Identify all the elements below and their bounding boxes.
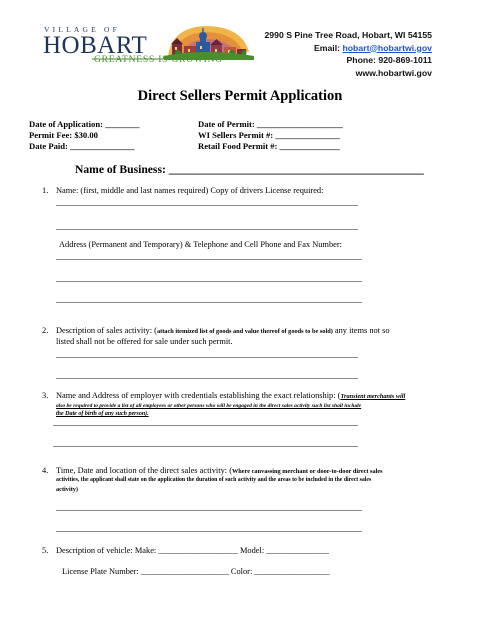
q1-address-text: Address (Permanent and Temporary) & Telephone and Cell Phone and Fax Number: xyxy=(59,240,342,249)
q2-small-note: attach itemized list of goods and value thereof of goods to be sold) xyxy=(156,328,333,335)
contact-email-label: Email: xyxy=(313,42,341,53)
q1-address-line-3[interactable] xyxy=(56,302,362,303)
q4-small-note-3: activity) xyxy=(56,486,79,493)
logo-tagline: GREATNESS IS GROWING xyxy=(94,55,223,65)
q1-address-line-2[interactable] xyxy=(56,281,362,282)
q3-answer-line-2[interactable] xyxy=(53,446,358,447)
q5-vehicle-field[interactable]: Description of vehicle: Make: ___________________ Model: _______________ xyxy=(56,546,330,555)
q3-answer-line-1[interactable] xyxy=(53,425,358,426)
q4-answer-line-1[interactable] xyxy=(56,510,362,511)
q2-tail: any items not so xyxy=(332,326,390,335)
q3-italic-note-2: also be required to provide a list of all employees or other persons who will be engaged in the direct sales activity such list shall include xyxy=(56,403,362,409)
q1-address-line-1[interactable] xyxy=(56,259,362,260)
q2-number: 2. xyxy=(42,326,49,335)
q1-text: Name: (first, middle and last names required) Copy of drivers License required: xyxy=(56,186,324,195)
q3-lead: Name and Address of employer with credentials establishing the exact relationship: ( xyxy=(56,391,341,400)
logo-hobart-text: HOBART xyxy=(43,32,148,59)
q2-text-line-2: listed shall not be offered for sale under such permit. xyxy=(56,337,233,346)
page-title: Direct Sellers Permit Application xyxy=(137,88,343,104)
business-name-field[interactable]: Name of Business: ____________________________________________ xyxy=(75,163,424,176)
q2-answer-line-2[interactable] xyxy=(56,378,358,379)
contact-email-row xyxy=(264,42,432,55)
info-left-column xyxy=(29,119,140,151)
q4-number: 4. xyxy=(42,466,49,475)
q3-text xyxy=(56,391,466,403)
date-of-application-field[interactable]: Date of Application: ________ xyxy=(29,119,140,129)
date-of-permit-field[interactable]: Date of Permit: ____________________ xyxy=(198,119,343,129)
q1-number: 1. xyxy=(42,186,49,195)
permit-fee-text: Permit Fee: $30.00 xyxy=(29,129,98,140)
contact-website[interactable]: www.hobartwi.gov xyxy=(355,67,432,78)
q4-lead: Time, Date and location of the direct sales activity: ( xyxy=(56,466,232,475)
retail-food-permit-field[interactable]: Retail Food Permit #: ______________ xyxy=(198,140,340,151)
q1-answer-line-2[interactable] xyxy=(56,229,358,230)
contact-address: 2990 S Pine Tree Road, Hobart, WI 54155 xyxy=(264,30,432,40)
contact-block xyxy=(264,29,432,79)
date-paid-field[interactable]: Date Paid: _______________ xyxy=(29,140,135,151)
q4-small-note-1: Where canvassing merchant or door-to-door direct sales xyxy=(231,468,383,475)
logo-village-of-text: VILLAGE OF xyxy=(44,25,120,34)
q5-number: 5. xyxy=(42,546,49,555)
q2-lead: Description of sales activity: ( xyxy=(56,326,157,335)
info-right-column xyxy=(198,119,343,151)
wi-sellers-permit-field[interactable]: WI Sellers Permit #: _______________ xyxy=(198,129,340,140)
q3-number: 3. xyxy=(42,391,49,400)
q4-small-note-2: activities, the applicant shall state on the application the duration of such activity and the areas to be included in the direct sales xyxy=(56,477,372,483)
q3-italic-note-1: Transient merchants will xyxy=(340,393,406,400)
q4-answer-line-2[interactable] xyxy=(56,531,362,532)
q5-license-field[interactable]: License Plate Number: _____________________ Color: __________________ xyxy=(62,567,330,576)
q1-answer-line-1[interactable] xyxy=(56,205,358,206)
q2-answer-line-1[interactable] xyxy=(56,357,358,358)
q3-italic-note-3: the Date of birth of any such person). xyxy=(56,411,149,417)
contact-email-link[interactable]: hobart@hobartwi.gov xyxy=(342,42,432,53)
contact-phone: Phone: 920-869-1011 xyxy=(346,55,432,65)
